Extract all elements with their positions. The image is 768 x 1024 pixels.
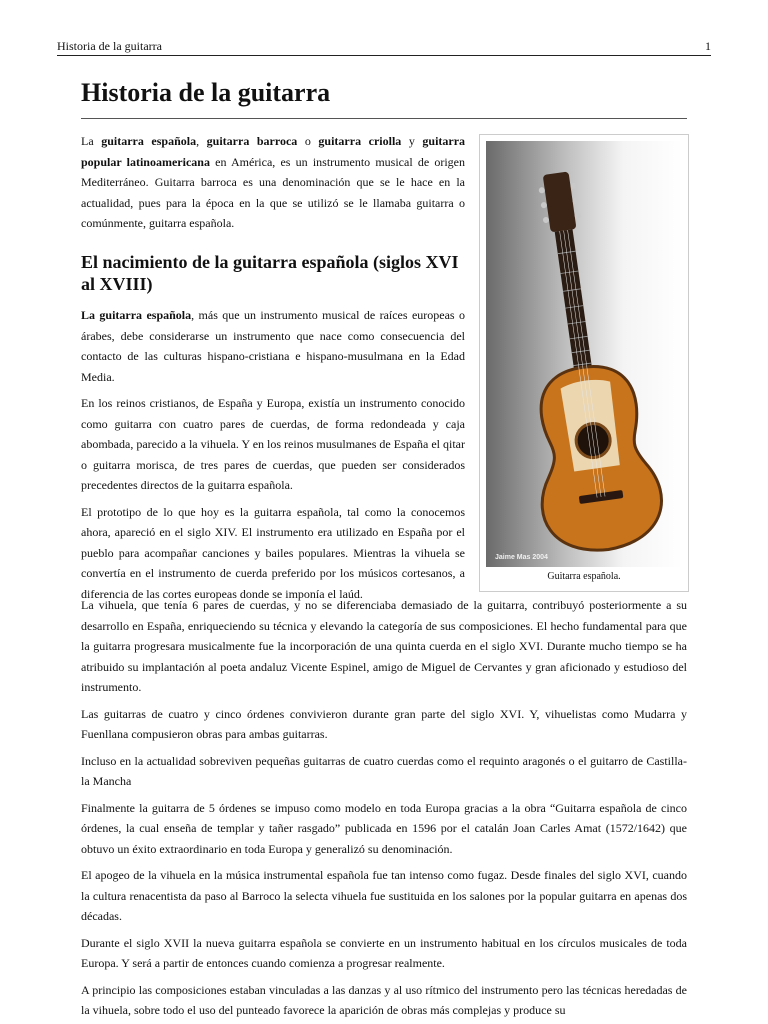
article-title: Historia de la guitarra (81, 78, 331, 107)
guitar-photo (486, 141, 682, 567)
term-guitarra-criolla: guitarra criolla (318, 134, 402, 148)
intro-text-2: , (196, 134, 207, 148)
paragraph-8: El apogeo de la vihuela en la música instrumental española fue tan intenso como fugaz. Desde finales del siglo XVI, cuando la cultura renacentista da paso al Barroco la selecta vihuela fue sustituida en los salones por la popular guitarra en apenas dos décadas. (81, 868, 687, 923)
term-guitarra-espanola: guitarra española (101, 134, 197, 148)
title-rule (81, 118, 687, 119)
section-heading: El nacimiento de la guitarra española (siglos XVI al XVIII) (81, 252, 459, 294)
running-header-title: Historia de la guitarra (57, 39, 162, 53)
section-block (81, 251, 465, 295)
term-guitarra-barroca: guitarra barroca (206, 134, 298, 148)
intro-block (81, 131, 465, 234)
paragraph-5: Las guitarras de cuatro y cinco órdenes convivieron durante gran parte del siglo XVI. Y, vihuelistas como Mudarra y Fuenllana compusieron obras para ambas guitarras. (81, 706, 687, 741)
running-header (57, 39, 711, 56)
paragraph-7: Finalmente la guitarra de 5 órdenes se impuso como modelo en toda Europa gracias a la obra “Guitarra española de cinco órdenes, la cual enseña de templar y tañer rasgado” publicada en 1596 por el catalán Joan Carles Amat (1572/1642) que obtuvo un éxito extraordinario en toda Europa y generalizó su denominación. (81, 800, 687, 856)
page-number: 1 (705, 39, 711, 53)
full-width-paragraphs (81, 595, 687, 1021)
paragraph-1-text: , más que un instrumento musical de raíces europeas o árabes, debe considerarse un instrumento que nace como consecuencia del contacto de las culturas hispano-cristiana e hispano-musulmana en la Edad Media. (81, 308, 465, 384)
intro-text-4: y (401, 134, 423, 148)
paragraph-1 (81, 305, 465, 387)
intro-text-5: en América, es un instrumento musical de origen Mediterráneo. Guitarra barroca es una denominación que se le hace en la actualidad, pues para la época en la que se utilizó se le llamaba guitarra o comúnmente, guitarra española. (81, 154, 465, 230)
figure-caption: Guitarra española. (547, 571, 621, 582)
paragraph-10: A principio las composiciones estaban vinculadas a las danzas y al uso rítmico del instrumento pero las técnicas heredadas de la vihuela, sobre todo el uso del punteado favorece la aparición de obras más complejas y produce su (81, 982, 687, 1017)
intro-paragraph (81, 131, 465, 234)
paragraph-4: La vihuela, que tenía 6 pares de cuerdas, y no se diferenciaba demasiado de la guitarra, contribuyó posteriormente a su desarrollo en España, enriqueciendo su técnica y elevando la categoría de sus composiciones. El hecho fundamental para que la guitarra progresara musicalmente fue la incorporación de una quinta cuerda en el siglo XVI. Durante mucho tiempo se ha atribuido su implantación al poeta andaluz Vicente Espinel, amigo de Miguel de Cervantes y gran aficionado y estudioso del instrumento. (81, 598, 687, 694)
intro-text-3: o (297, 134, 319, 148)
paragraph-1-bold: La guitarra española (81, 308, 192, 322)
column-paragraphs (81, 305, 465, 604)
paragraph-3: El prototipo de lo que hoy es la guitarra española, tal como la conocemos ahora, apareció en el siglo XIV. El instrumento era utilizado en España por el pueblo para acompañar canciones y bailes populares. Mientras la vihuela se convertía en el instrumento de cuerda preferido por los músicos cortesanos, a diferencia de las cortes europeas donde se imponía el laúd. (81, 504, 465, 601)
paragraph-2: En los reinos cristianos, de España y Europa, existía un instrumento conocido como guitarra con cuatro pares de cuerdas, de forma redondeada y caja abombada, parecido a la vihuela. Y en los reinos musulmanes de España el qitar o guitarra morisca, de tres pares de cuerdas, que pueden ser considerados precedentes directos de la guitarra española. (81, 396, 465, 492)
intro-text-1: La (81, 134, 102, 148)
paragraph-6: Incluso en la actualidad sobreviven pequeñas guitarras de cuatro cuerdas como el requinto aragonés o el guitarro de Castilla-la Mancha (81, 753, 687, 788)
paragraph-9: Durante el siglo XVII la nueva guitarra española se convierte en un instrumento habitual en los círculos musicales de toda Europa. Y será a partir de entonces cuando comienza a progresar realmente. (81, 935, 687, 970)
guitar-illustration (486, 141, 682, 567)
photo-credit: Jaime Mas 2004 (495, 554, 548, 561)
guitar-figure (479, 134, 689, 592)
term-guitarra-popular: guitarra popular latinoamericana (81, 134, 466, 169)
